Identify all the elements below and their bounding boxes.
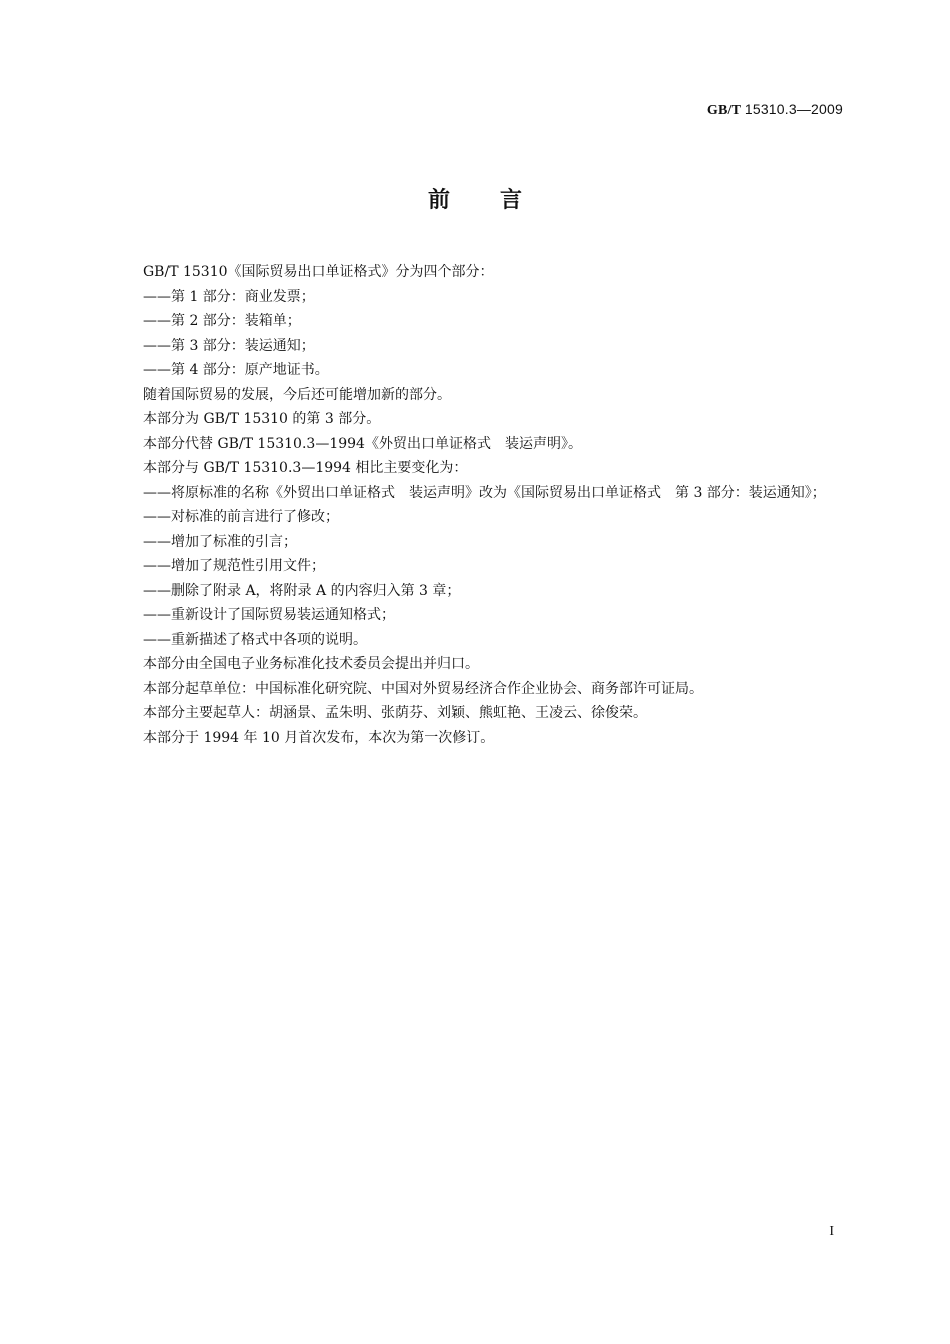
list-item: ——重新描述了格式中各项的说明。	[143, 631, 367, 648]
paragraph: 本部分代替 GB/T 15310.3—1994《外贸出口单证格式 装运声明》。	[143, 435, 582, 452]
paragraph: 本部分于 1994 年 10 月首次发布，本次为第一次修订。	[143, 729, 495, 746]
paragraph: 本部分主要起草人：胡涵景、孟朱明、张荫芬、刘颖、熊虹艳、王凌云、徐俊荣。	[143, 705, 647, 721]
list-item: ——第 3 部分：装运通知；	[143, 337, 315, 354]
standard-prefix: GB/T	[706, 103, 742, 118]
list-item: ——第 2 部分：装箱单；	[143, 313, 301, 329]
paragraph: 本部分起草单位：中国标准化研究院、中国对外贸易经济合作企业协会、商务部许可证局。	[143, 680, 703, 697]
list-item: ——第 1 部分：商业发票；	[143, 288, 315, 305]
list-item: ——增加了规范性引用文件；	[143, 558, 325, 574]
list-item: ——对标准的前言进行了修改；	[143, 509, 339, 525]
page-number: I	[829, 1224, 834, 1239]
standard-code	[707, 101, 843, 119]
page-title: 前言	[427, 188, 572, 213]
paragraph: 随着国际贸易的发展，今后还可能增加新的部分。	[143, 386, 451, 403]
standard-number: 15310.3—2009	[744, 101, 843, 117]
paragraph: GB/T 15310《国际贸易出口单证格式》分为四个部分：	[143, 264, 494, 280]
list-item: ——第 4 部分：原产地证书。	[143, 362, 329, 378]
paragraph: 本部分与 GB/T 15310.3—1994 相比主要变化为：	[143, 460, 468, 476]
list-item: ——删除了附录 A，将附录 A 的内容归入第 3 章；	[143, 582, 461, 599]
list-item: ——增加了标准的引言；	[143, 533, 297, 550]
foreword-body	[143, 260, 848, 750]
paragraph: 本部分由全国电子业务标准化技术委员会提出并归口。	[143, 656, 479, 672]
list-item: ——重新设计了国际贸易装运通知格式；	[143, 607, 395, 623]
paragraph: 本部分为 GB/T 15310 的第 3 部分。	[143, 411, 381, 427]
list-item: ——将原标准的名称《外贸出口单证格式 装运声明》改为《国际贸易出口单证格式 第 3 部分：装运通知》；	[143, 484, 826, 501]
